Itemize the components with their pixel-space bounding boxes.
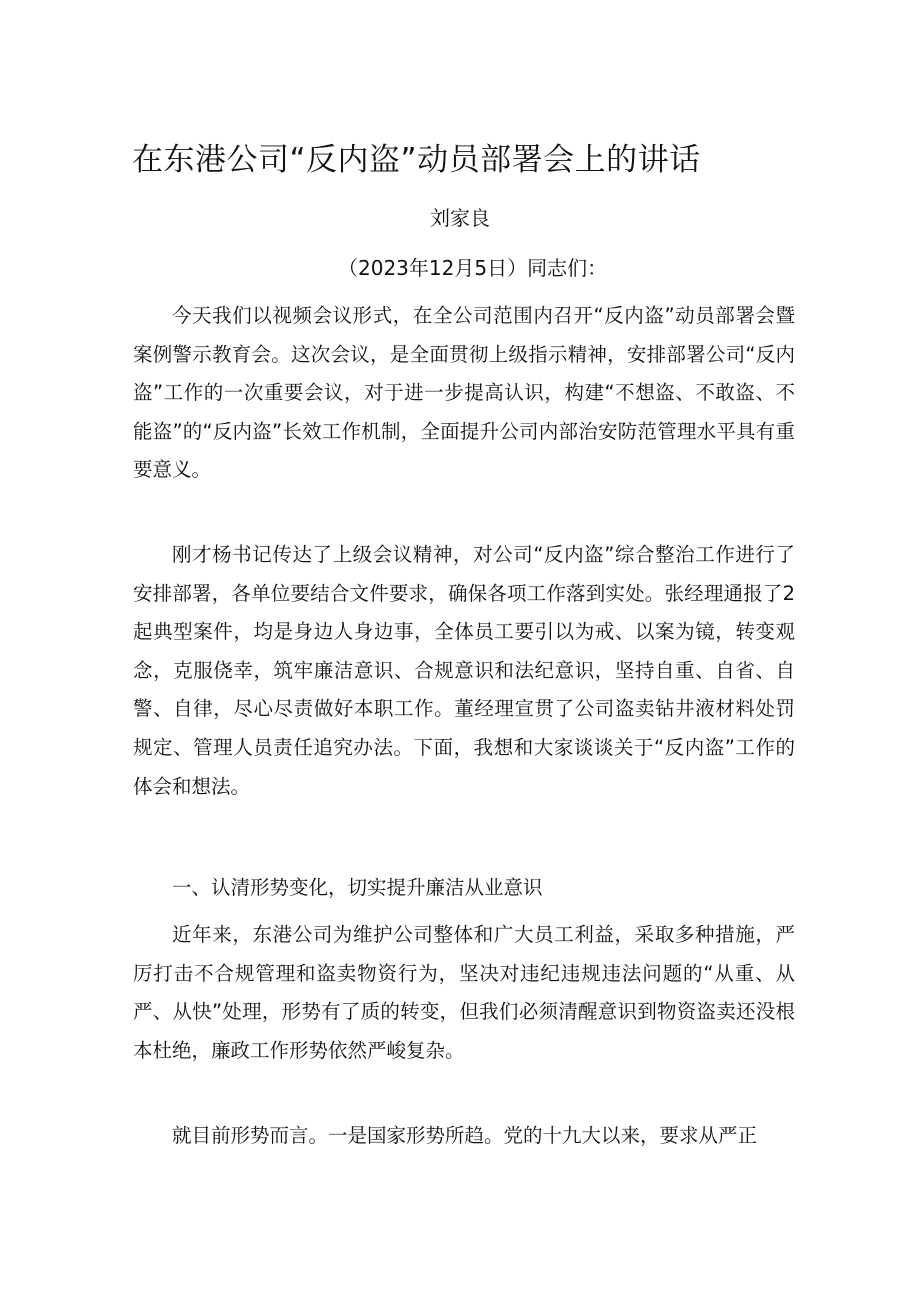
paragraph-2-block — [133, 536, 795, 806]
paragraph-1-block — [133, 297, 795, 490]
paragraph: 就目前形势而言。一是国家形势所趋。党的十九大以来，要求从严正 — [172, 1124, 758, 1147]
document-title: 在东港公司“反内盗”动员部署会上的讲话 — [132, 142, 701, 178]
paragraph: 刚才杨书记传达了上级会议精神，对公司“反内盗”综合整治工作进行了安排部署，各单位要结合文件要求，确保各项工作落到实处。张经理通报了2起典型案件，均是身边人身边事，全体员工要引以为戒、以案为镜，转变观念，克服侥幸，筑牢廉洁意识、合规意识和法纪意识，坚持自重、自省、自警、自律，尽心尽责做好本职工作。董经理宣贯了公司盗卖钻井液材料处罚规定、管理人员责任追究办法。下面，我想和大家谈谈关于“反内盗”工作的体会和想法。 — [133, 543, 795, 798]
section-heading-block — [133, 869, 795, 908]
section-heading: 一、认清形势变化，切实提升廉洁从业意识 — [172, 876, 543, 899]
author-name: 刘家良 — [430, 206, 490, 230]
date-and-salutation: （2023年12月5日）同志们： — [338, 256, 608, 280]
paragraph-3-block — [133, 916, 795, 1070]
paragraph: 近年来，东港公司为维护公司整体和广大员工利益，采取多种措施，严厉打击不合规管理和盗卖物资行为，坚决对违纪违规违法问题的“从重、从严、从快”处理，形势有了质的转变，但我们必须清醒意识到物资盗卖还没根本杜绝，廉政工作形势依然严峻复杂。 — [133, 923, 795, 1062]
paragraph-4-block — [133, 1117, 795, 1156]
paragraph: 今天我们以视频会议形式，在全公司范围内召开“反内盗”动员部署会暨案例警示教育会。这次会议，是全面贯彻上级指示精神，安排部署公司“反内盗”工作的一次重要会议，对于进一步提高认识，构建“不想盗、不敢盗、不能盗”的“反内盗”长效工作机制，全面提升公司内部治安防范管理水平具有重要意义。 — [133, 304, 795, 482]
